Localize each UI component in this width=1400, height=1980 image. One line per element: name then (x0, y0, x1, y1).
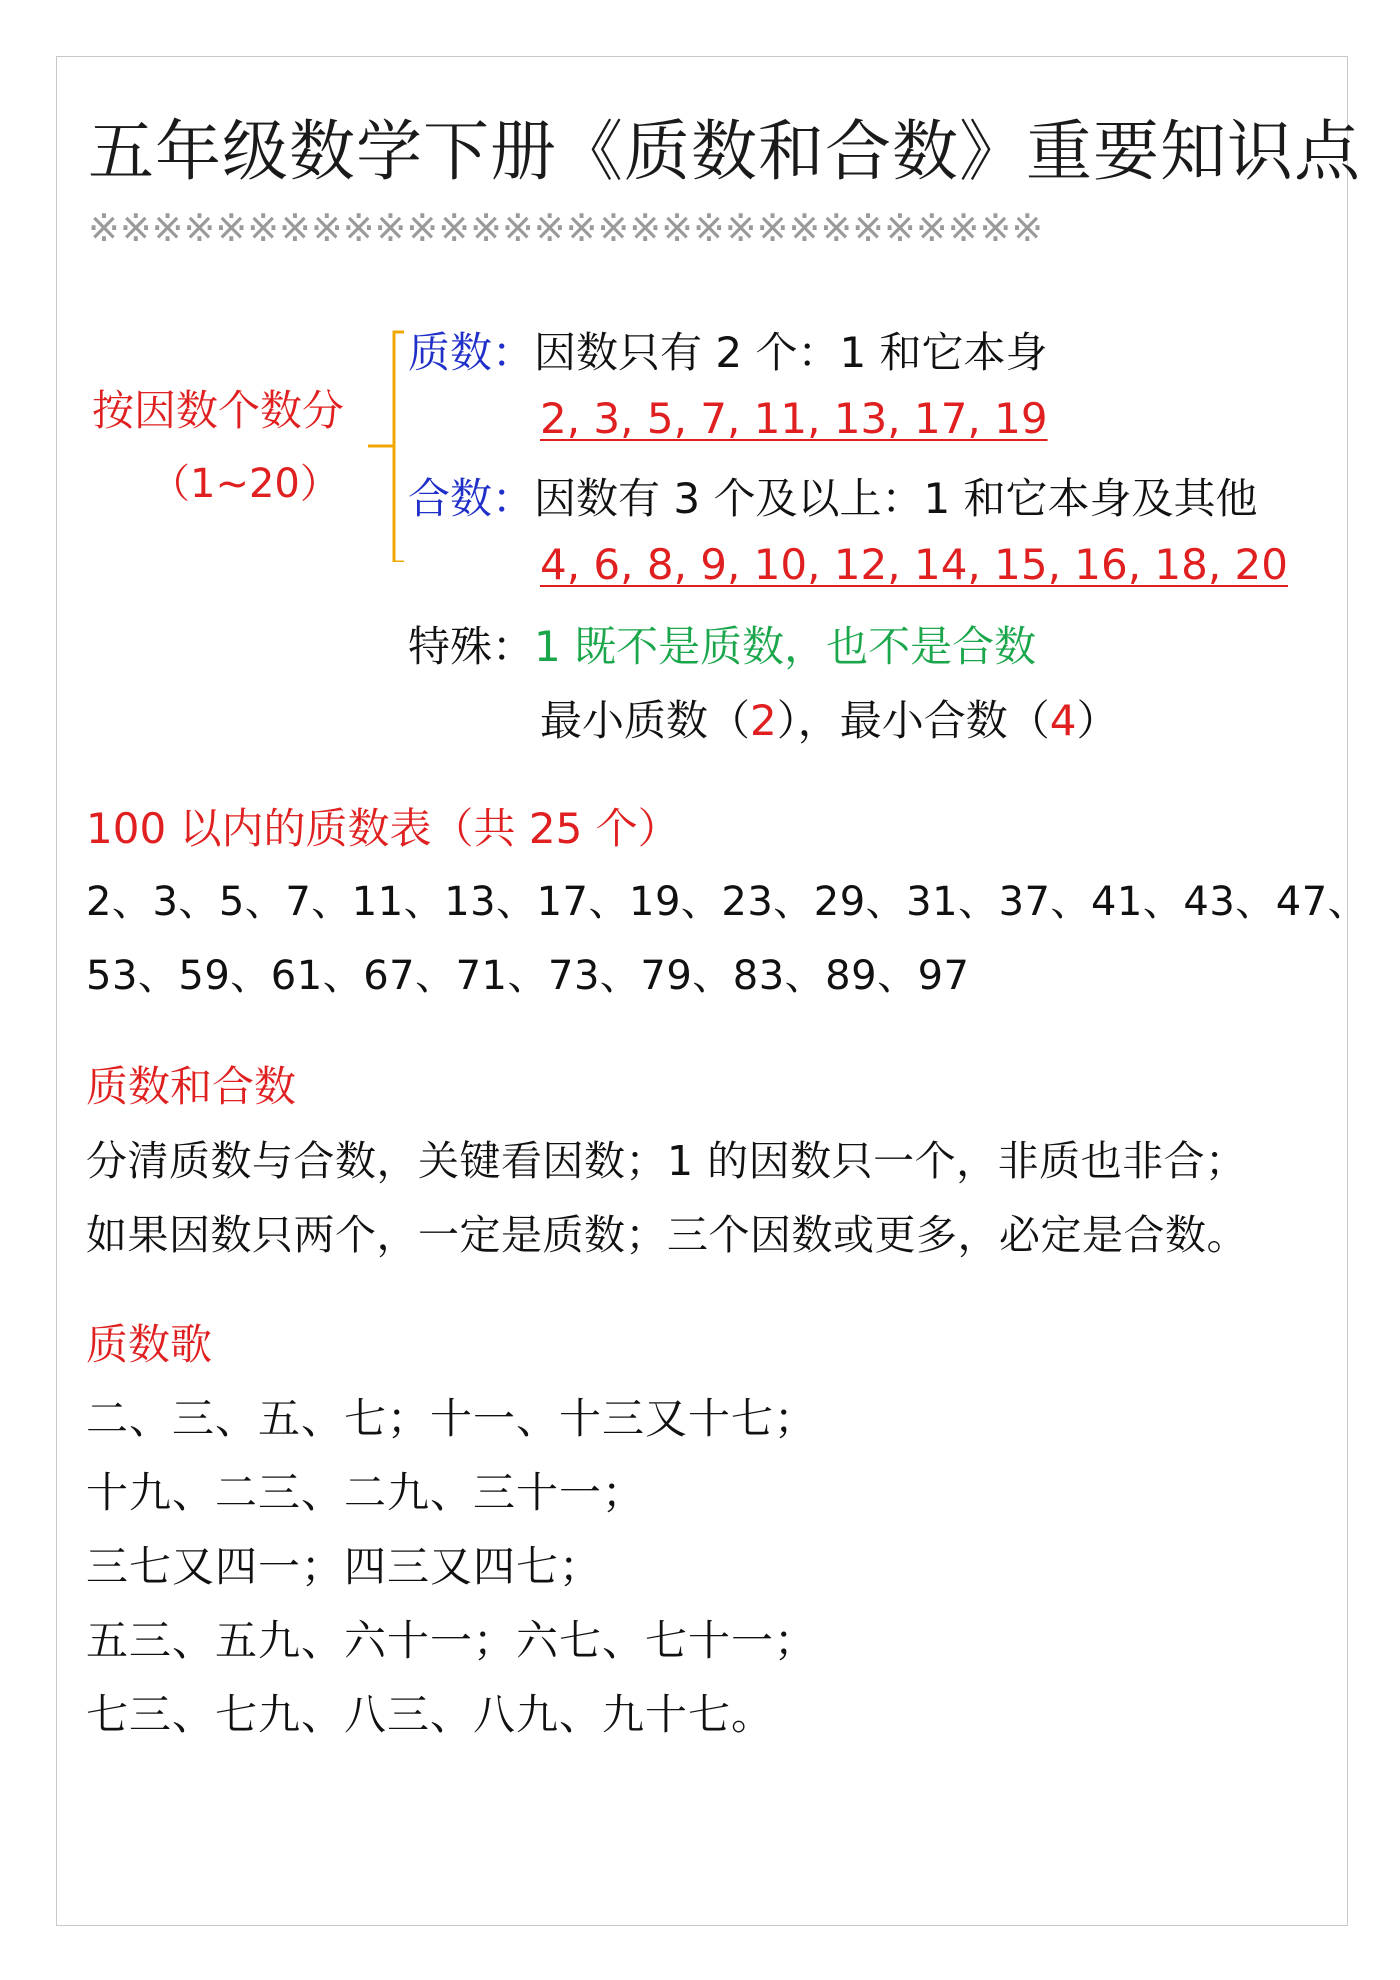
prime-song-line: 三七又四一；四三又四七； (86, 1542, 603, 1591)
prime-table-line-2: 53、59、61、67、71、73、79、83、89、97 (86, 953, 970, 999)
brace-bracket (368, 330, 408, 562)
composite-row (408, 466, 1258, 526)
prime-song-heading: 质数歌 (86, 1320, 213, 1369)
composite-list: 4, 6, 8, 9, 10, 12, 14, 15, 16, 18, 20 (540, 540, 1289, 589)
composite-label: 合数： (408, 474, 535, 523)
prime-song-line: 七三、七九、八三、八九、九十七。 (86, 1690, 775, 1739)
composite-desc: 因数有 3 个及以上：1 和它本身及其他 (534, 474, 1258, 523)
prime-row (408, 320, 1048, 380)
special-row (408, 614, 1036, 674)
prime-song-line: 十九、二三、二九、三十一； (86, 1468, 646, 1517)
min-prime-text: 最小质数（ (540, 696, 751, 745)
prime-list: 2, 3, 5, 7, 11, 13, 17, 19 (540, 394, 1048, 443)
special-label: 特殊： (408, 622, 535, 671)
page-title: 五年级数学下册《质数和合数》重要知识点 (88, 113, 1361, 190)
prime-song-line: 五三、五九、六十一；六七、七十一； (86, 1616, 818, 1665)
min-composite-value: 4 (1049, 696, 1077, 745)
prime-song-line: 二、三、五、七；十一、十三又十七； (86, 1394, 818, 1443)
min-close: ） (1076, 696, 1119, 745)
classify-range: （1~20） (150, 461, 340, 507)
min-prime-value: 2 (750, 696, 777, 745)
prime-composite-line-1: 分清质数与合数，关键看因数；1 的因数只一个，非质也非合； (86, 1137, 1247, 1185)
prime-desc: 因数只有 2 个：1 和它本身 (534, 328, 1048, 377)
min-composite-text: ），最小合数（ (776, 696, 1050, 745)
special-desc: 1 既不是质数，也不是合数 (534, 622, 1037, 671)
classify-label: 按因数个数分 (92, 386, 345, 435)
prime-table-line-1: 2、3、5、7、11、13、17、19、23、29、31、37、41、43、47、 (86, 879, 1369, 925)
prime-table-heading: 100 以内的质数表（共 25 个） (86, 804, 680, 853)
min-numbers-row (540, 688, 1119, 748)
prime-composite-heading: 质数和合数 (86, 1062, 297, 1111)
divider-rule: ※※※※※※※※※※※※※※※※※※※※※※※※※※※※※※ (88, 206, 1044, 250)
prime-composite-line-2: 如果因数只两个，一定是质数；三个因数或更多，必定是合数。 (86, 1211, 1248, 1259)
prime-label: 质数： (408, 328, 535, 377)
